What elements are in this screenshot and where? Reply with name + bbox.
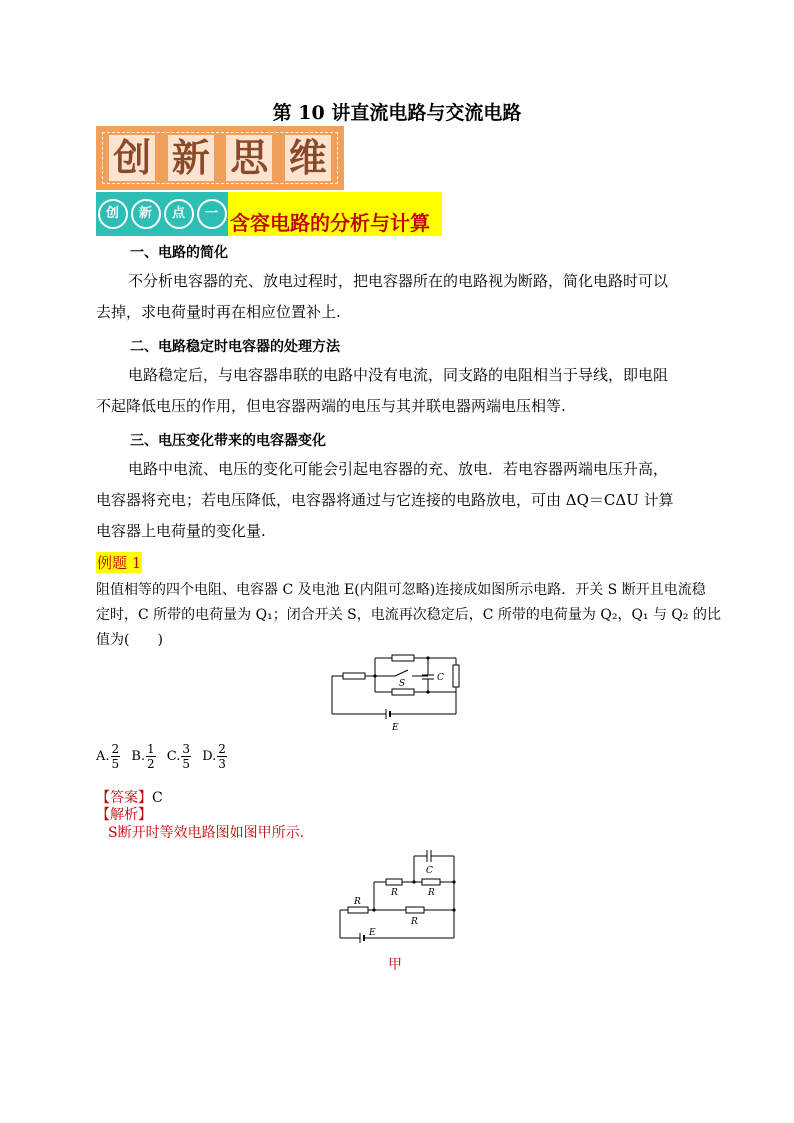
paragraph-line: 不分析电容器的充、放电过程时，把电容器所在的电路视为断路，简化电路时可以	[128, 272, 669, 290]
option-letter: A.	[96, 749, 110, 764]
paragraph-line: 电容器上电荷量的变化量.	[96, 522, 266, 540]
page-title: 第 10 讲直流电路与交流电路	[272, 102, 522, 124]
option-letter: C.	[166, 749, 181, 764]
analysis-label: 【解析】	[96, 807, 152, 823]
section-heading: 一、电路的简化	[130, 245, 228, 261]
option-denominator: 2	[147, 757, 155, 771]
example-line: 定时，C 所带的电荷量为 Q₁；闭合开关 S，电流再次稳定后，C 所带的电荷量为 Q₂，Q₁ 与 Q₂ 的比	[96, 607, 721, 623]
innovation-point-tag	[96, 192, 228, 236]
innovation-banner	[96, 126, 344, 190]
answer-label: 【答案】	[96, 790, 152, 806]
paragraph-line: 不起降低电压的作用，但电容器两端的电压与其并联电器两端电压相等.	[96, 397, 566, 415]
switch-label: S	[399, 679, 406, 689]
example-line: 值为( )	[96, 632, 163, 648]
banner-char: 新	[168, 135, 214, 181]
banner-char: 创	[109, 135, 155, 181]
capacitor-label: C	[437, 673, 444, 683]
option-denominator: 3	[218, 757, 226, 771]
equivalent-circuit-diagram	[330, 846, 465, 946]
tag-char: 一	[197, 199, 227, 229]
example-line: 阻值相等的四个电阻、电容器 C 及电池 E(内阻可忽略)连接成如图所示电路．开关 S 断开且电流稳	[96, 582, 706, 598]
analysis-text: S断开时等效电路图如图甲所示.	[108, 825, 305, 841]
option-letter: D.	[202, 749, 217, 764]
resistor-label: R	[428, 888, 435, 898]
paragraph-line: 电容器将充电；若电压降低，电容器将通过与它连接的电路放电，可由 ΔQ＝CΔU 计算	[96, 491, 674, 509]
section-heading: 三、电压变化带来的电容器变化	[130, 433, 326, 449]
option-numerator: 3	[182, 742, 191, 756]
option-numerator: 1	[147, 742, 155, 756]
option-d	[202, 742, 228, 771]
battery-label: E	[369, 928, 376, 938]
resistor-label: R	[354, 897, 361, 907]
figure-caption: 甲	[388, 957, 402, 973]
option-c	[166, 742, 192, 771]
banner-char: 维	[285, 135, 331, 181]
option-numerator: 2	[218, 742, 226, 756]
option-letter: B.	[131, 749, 145, 764]
section-title: 含容电路的分析与计算	[230, 211, 430, 235]
option-denominator: 5	[182, 757, 191, 771]
option-b	[131, 742, 156, 771]
tag-char: 点	[164, 199, 194, 229]
option-denominator: 5	[111, 757, 120, 771]
option-numerator: 2	[111, 742, 120, 756]
resistor-label: R	[391, 888, 398, 898]
tag-char: 创	[98, 199, 128, 229]
resistor-label: R	[411, 917, 418, 927]
banner-char: 思	[226, 135, 272, 181]
capacitor-label: C	[426, 866, 433, 876]
paragraph-line: 电路中电流、电压的变化可能会引起电容器的充、放电．若电容器两端电压升高，	[128, 460, 669, 478]
example-label: 例题 1	[97, 554, 142, 572]
option-a	[96, 742, 121, 771]
battery-label: E	[392, 723, 399, 733]
section-heading: 二、电路稳定时电容器的处理方法	[130, 339, 340, 355]
answer-value: C	[152, 790, 163, 806]
circuit-diagram	[320, 650, 470, 735]
answer-options	[96, 742, 228, 771]
paragraph-line: 去掉，求电荷量时再在相应位置补上.	[96, 303, 341, 321]
tag-char: 新	[131, 199, 161, 229]
section-title-box	[228, 192, 442, 236]
paragraph-line: 电路稳定后，与电容器串联的电路中没有电流，同支路的电阻相当于导线，即电阻	[128, 366, 669, 384]
